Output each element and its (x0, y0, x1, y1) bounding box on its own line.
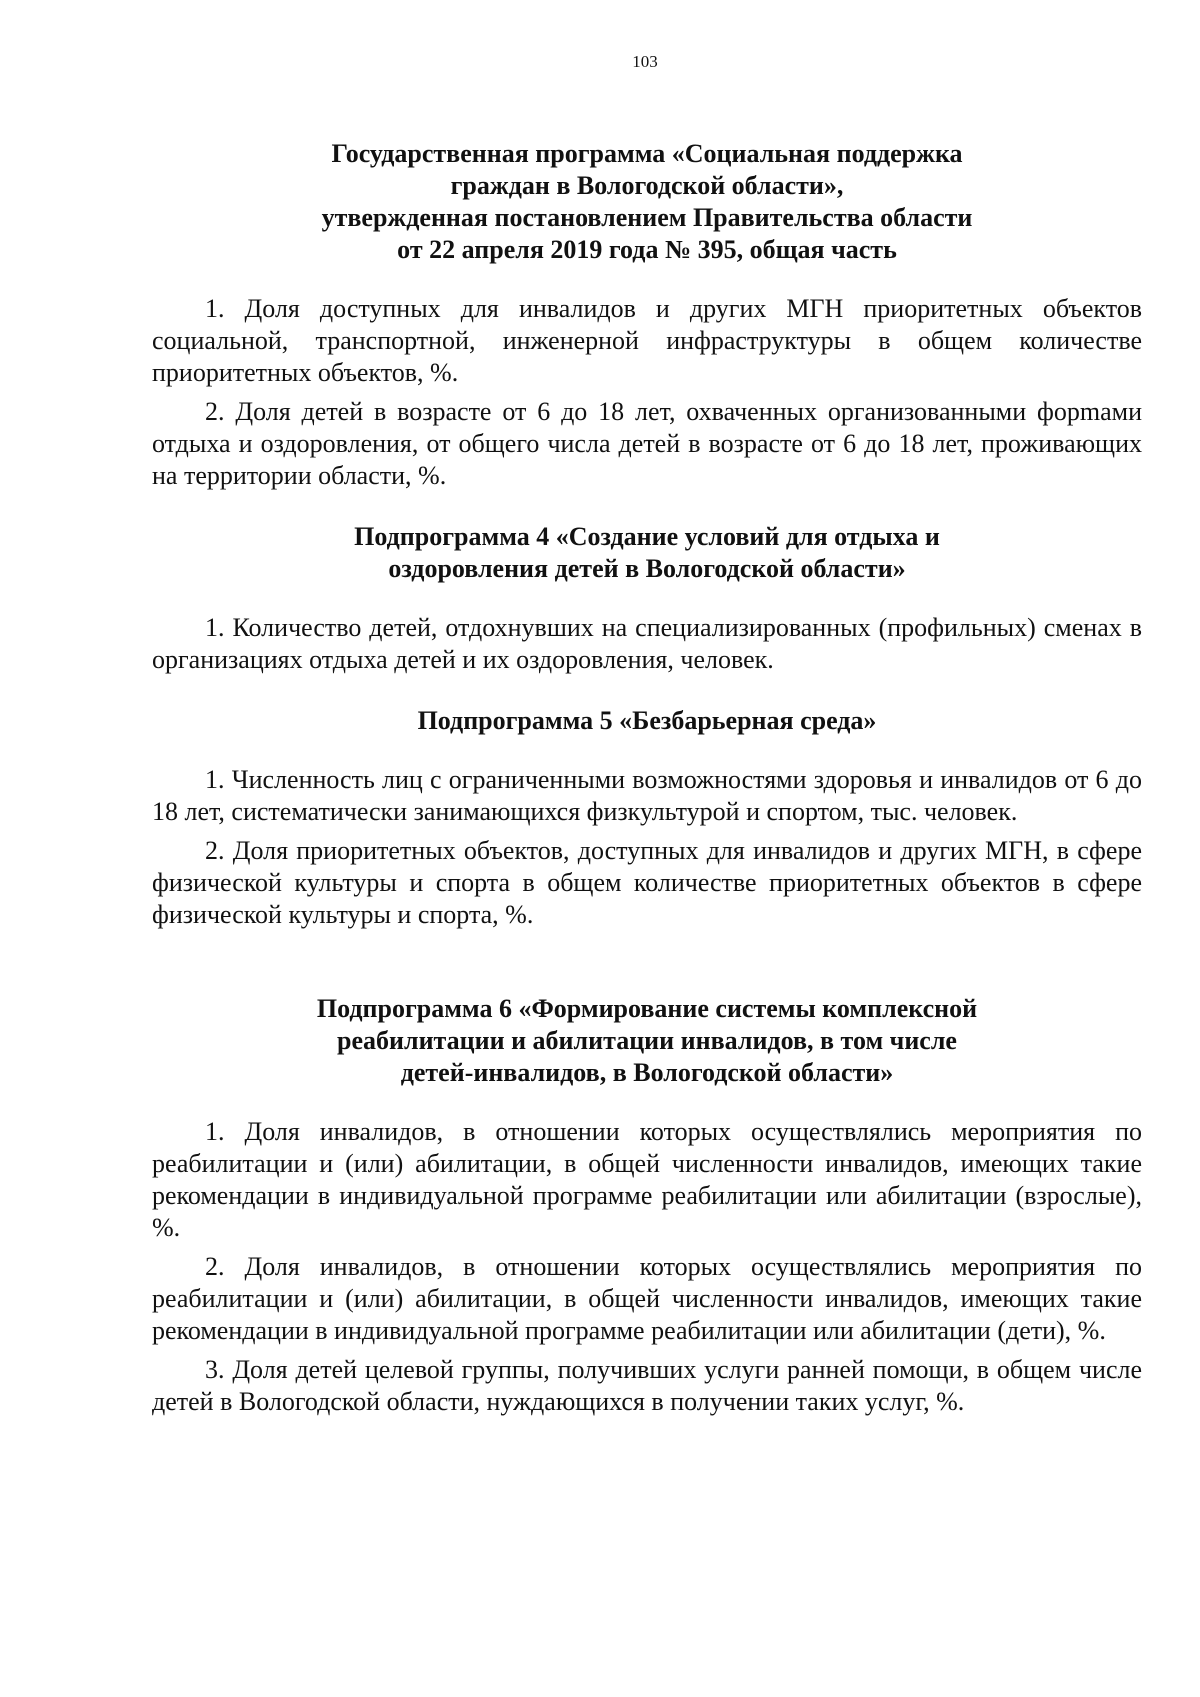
heading-line: Подпрограмма 4 «Создание условий для отдыха и (354, 522, 940, 551)
heading-line: утвержденная постановлением Правительства области (321, 203, 973, 232)
document-body (152, 138, 1142, 1425)
section-subprogram-5 (152, 705, 1142, 931)
heading-line: от 22 апреля 2019 года № 395, общая часть (397, 235, 897, 264)
heading-line: граждан в Вологодской области», (450, 171, 844, 200)
section-heading (152, 993, 1142, 1089)
section-heading (152, 138, 1142, 266)
list-item: 1. Численность лиц с ограниченными возможностями здоровья и инвалидов от 6 до 18 лет, систематически занимающихся физкультурой и спортом, тыс. человек. (152, 765, 1142, 826)
list-item: 2. Доля инвалидов, в отношении которых осуществлялись мероприятия по реабилитации и (или) абилитации, в общей численности инвалидов, имеющих такие рекомендации в индивидуальной программе реабилитации или абилитации (дети), %. (152, 1252, 1142, 1345)
section-subprogram-6 (152, 993, 1142, 1418)
heading-line: реабилитации и абилитации инвалидов, в том числе (337, 1026, 957, 1055)
heading-line: Подпрограмма 6 «Формирование системы комплексной (316, 994, 978, 1023)
section-heading (152, 521, 1142, 585)
list-item: 3. Доля детей целевой группы, получивших услуги ранней помощи, в общем числе детей в Вологодской области, нуждающихся в получении таких услуг, %. (152, 1355, 1142, 1416)
list-item: 1. Доля инвалидов, в отношении которых осуществлялись мероприятия по реабилитации и (или) абилитации, в общей численности инвалидов, имеющих такие рекомендации в индивидуальной программе реабилитации или абилитации (взрослые), %. (152, 1117, 1142, 1242)
page-number: 103 (632, 52, 658, 71)
section-subprogram-4 (152, 521, 1142, 676)
list-item: 2. Доля детей в возрасте от 6 до 18 лет, охваченных организованными форmами отдыха и оздоровления, от общего числа детей в возрасте от 6 до 18 лет, проживающих на территории области, %. (152, 397, 1142, 490)
list-item: 1. Количество детей, отдохнувших на специализированных (профильных) сменах в организациях отдыха детей и их оздоровления, человек. (152, 613, 1142, 674)
section-state-program (152, 138, 1142, 492)
list-item: 1. Доля доступных для инвалидов и других МГН приоритетных объектов социальной, транспортной, инженерной инфраструктуры в общем количестве приоритетных объектов, %. (152, 294, 1142, 387)
list-item: 2. Доля приоритетных объектов, доступных для инвалидов и других МГН, в сфере физической культуры и спорта в общем количестве приоритетных объектов в сфере физической культуры и спорта, %. (152, 836, 1142, 929)
heading-line: Подпрограмма 5 «Безбарьерная среда» (417, 706, 877, 735)
section-heading (152, 705, 1142, 737)
heading-line: Государственная программа «Социальная поддержка (331, 139, 963, 168)
heading-line: детей-инвалидов, в Вологодской области» (400, 1058, 894, 1087)
heading-line: оздоровления детей в Вологодской области» (388, 554, 906, 583)
